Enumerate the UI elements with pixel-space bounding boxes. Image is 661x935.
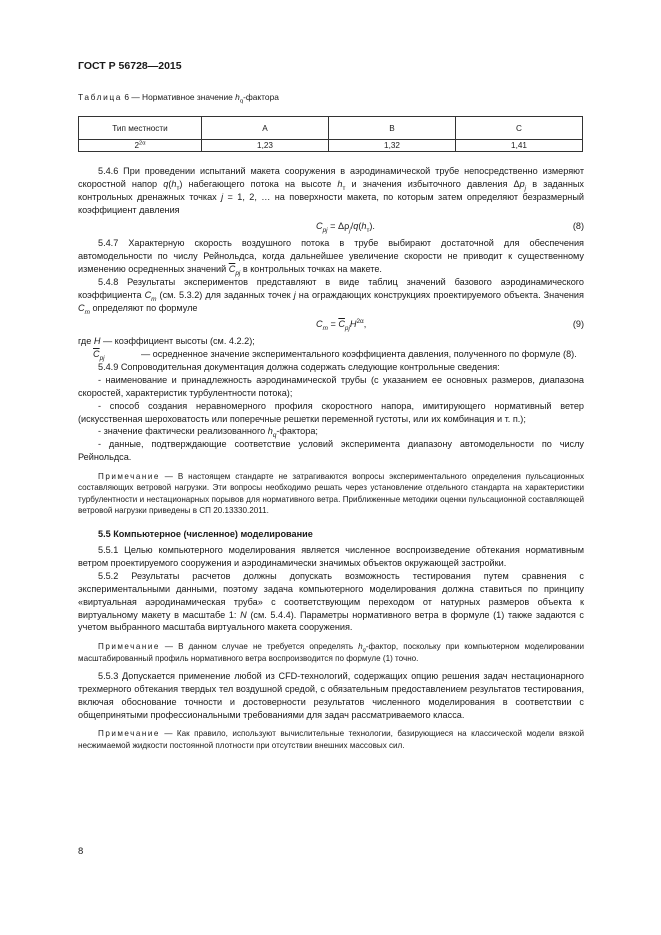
row-label: $2^{2\alpha}$ — [79, 140, 202, 152]
para-5-5-3: 5.5.3 Допускается применение любой из CFD-технологий, содержащих опцию решения задач нестационарного трехмерного обтекания твердых тел воздушной средой, с обязательным предоставлением результатов тестирования, включая обоснование точности и достоверности результатов численного моделирования в соответствии с общепринятыми профессиональными требованиями для задач рассматриваемого класса. — [78, 671, 584, 720]
para-5-5-2: 5.5.2 Результаты расчетов должны допускать возможность тестирования путем сравнения с экспериментальными данными, поэтому задача компьютерного моделирования должна ставиться по принципу «виртуальная аэродинамическая труба» с соответствующим переходом от натурных размеров объекта к виртуальному макету в масштабе 1: N (см. 5.4.4). Параметры нормативного ветра в формуле (1) также задаются с учетом выбранного масштаба виртуального макета сооружения. — [78, 571, 584, 633]
table-row — [79, 140, 583, 152]
document-body — [78, 165, 584, 751]
list-item: - данные, подтверждающие соответствие условий эксперимента диапазону автомодельности по числу Рейнольдса. — [78, 439, 584, 463]
para-5-4-8: 5.4.8 Результаты экспериментов представляют в виде таблиц значений базового аэродинамического коэффициента $C_m$ (см. 5.3.2) для заданных точек j на ограждающих конструкциях проектируемого объекта. Значения $C_m$ определяют по формуле — [78, 276, 584, 316]
table-6 — [78, 116, 583, 152]
para-5-4-7: 5.4.7 Характерную скорость воздушного потока в трубе выбирают достаточной для обеспечения автомодельности по числу Рейнольдса, когда дальнейшее увеличение скорости не приводит к существенному изменению осредненных значений $\overline{C}_{pj}$ в контрольных точках на макете. — [78, 238, 584, 277]
col-header-c: C — [456, 117, 583, 140]
list-item: - способ создания неравномерного профиля скоростного напора, имитирующего нормативный ветер (искусственная шероховатость или поперечные решетки переменной густоты, или их комбинация и т. п.); — [78, 400, 584, 424]
symbol-cpj: $\overline{C}_{pj}$ — [93, 349, 105, 363]
note-1: Примечание — В настоящем стандарте не затрагиваются вопросы экспериментального определения пульсационных составляющих ветровой нагрузки. Эти вопросы необходимо решать через установление отдельного стандарта на характеристики турбулентности и нестационарных порывов для нормативного ветра. Приближенные методики оценки пульсационной составляющей ветровой нагрузки приведены в СП 20.13330.2011. — [78, 471, 584, 516]
value-a: 1,23 — [202, 140, 329, 152]
table-caption-sub: q — [239, 98, 244, 105]
table-header-row — [79, 117, 583, 140]
table-caption — [78, 92, 279, 105]
list-item: - наименование и принадлежность аэродинамической трубы (с указанием ее основных размеров, диапазона скоростей, характеристик турбулентности потока); — [78, 374, 584, 398]
note-2: Примечание — В данном случае не требуется определять $h_q$-фактор, поскольку при компьютерном моделировании масштабированный профиль нормативного ветра воспроизводится по формуле (1) точно. — [78, 642, 584, 663]
col-header-a: A — [202, 117, 329, 140]
col-header-terrain: Тип местности — [79, 117, 202, 140]
table-caption-var: h — [235, 92, 240, 102]
para-5-4-9: 5.4.9 Сопроводительная документация должна содержать следующие контрольные сведения: — [98, 362, 500, 373]
where-cpj: $\overline{C}_{pj}$ — осредненное значение экспериментального коэффициента давления, полученного по формуле (8). — [93, 349, 577, 363]
formula-9-expr: $C_m = \overline{C}_{pj}H^{2\alpha}$, — [316, 318, 367, 333]
note-3: Примечание — Как правило, используют вычислительные технологии, базирующиеся на классической модели вязкой несжимаемой жидкости постоянной плотности при отсутствии внешних массовых сил. — [78, 729, 584, 750]
formula-8-expr: $C_{pj} = \Delta\rho_j/q(h_т)$. — [316, 221, 375, 235]
table-caption-rest: 6 — Нормативное значение — [122, 92, 236, 102]
table-caption-prefix: Таблица — [78, 92, 123, 102]
table-caption-suffix: -фактора — [243, 92, 279, 102]
standard-header: ГОСТ Р 56728—2015 — [78, 60, 182, 72]
para-5-5-1: 5.5.1 Целью компьютерного моделирования является численное воспроизведение обтекания нормативным ветром проектируемого сооружения и аэродинамически значимых объектов окружающей застройки. — [78, 545, 584, 569]
section-5-5-title: 5.5 Компьютерное (численное) моделирование — [98, 528, 313, 539]
value-b: 1,32 — [329, 140, 456, 152]
where-h: где H — коэффициент высоты (см. 4.2.2); — [78, 336, 255, 347]
value-c: 1,41 — [456, 140, 583, 152]
formula-9 — [78, 316, 584, 333]
formula-9-number: (9) — [572, 319, 584, 330]
para-5-4-6: 5.4.6 При проведении испытаний макета сооружения в аэродинамической трубе непосредственно измеряют скоростной напор $q(h_т)$ набегающего потока на высоте $h_т$ и значения избыточного давления $\Delta p_j$ в заданных контрольных дренажных точках j = 1, 2, … на поверхности макета, по которым затем определяют безразмерный коэффициент давления — [78, 166, 584, 215]
page-number: 8 — [78, 846, 84, 857]
list-item: - значение фактически реализованного $h_q$-фактора; — [98, 426, 318, 440]
formula-8 — [78, 218, 584, 235]
formula-8-number: (8) — [572, 221, 584, 232]
col-header-b: B — [329, 117, 456, 140]
